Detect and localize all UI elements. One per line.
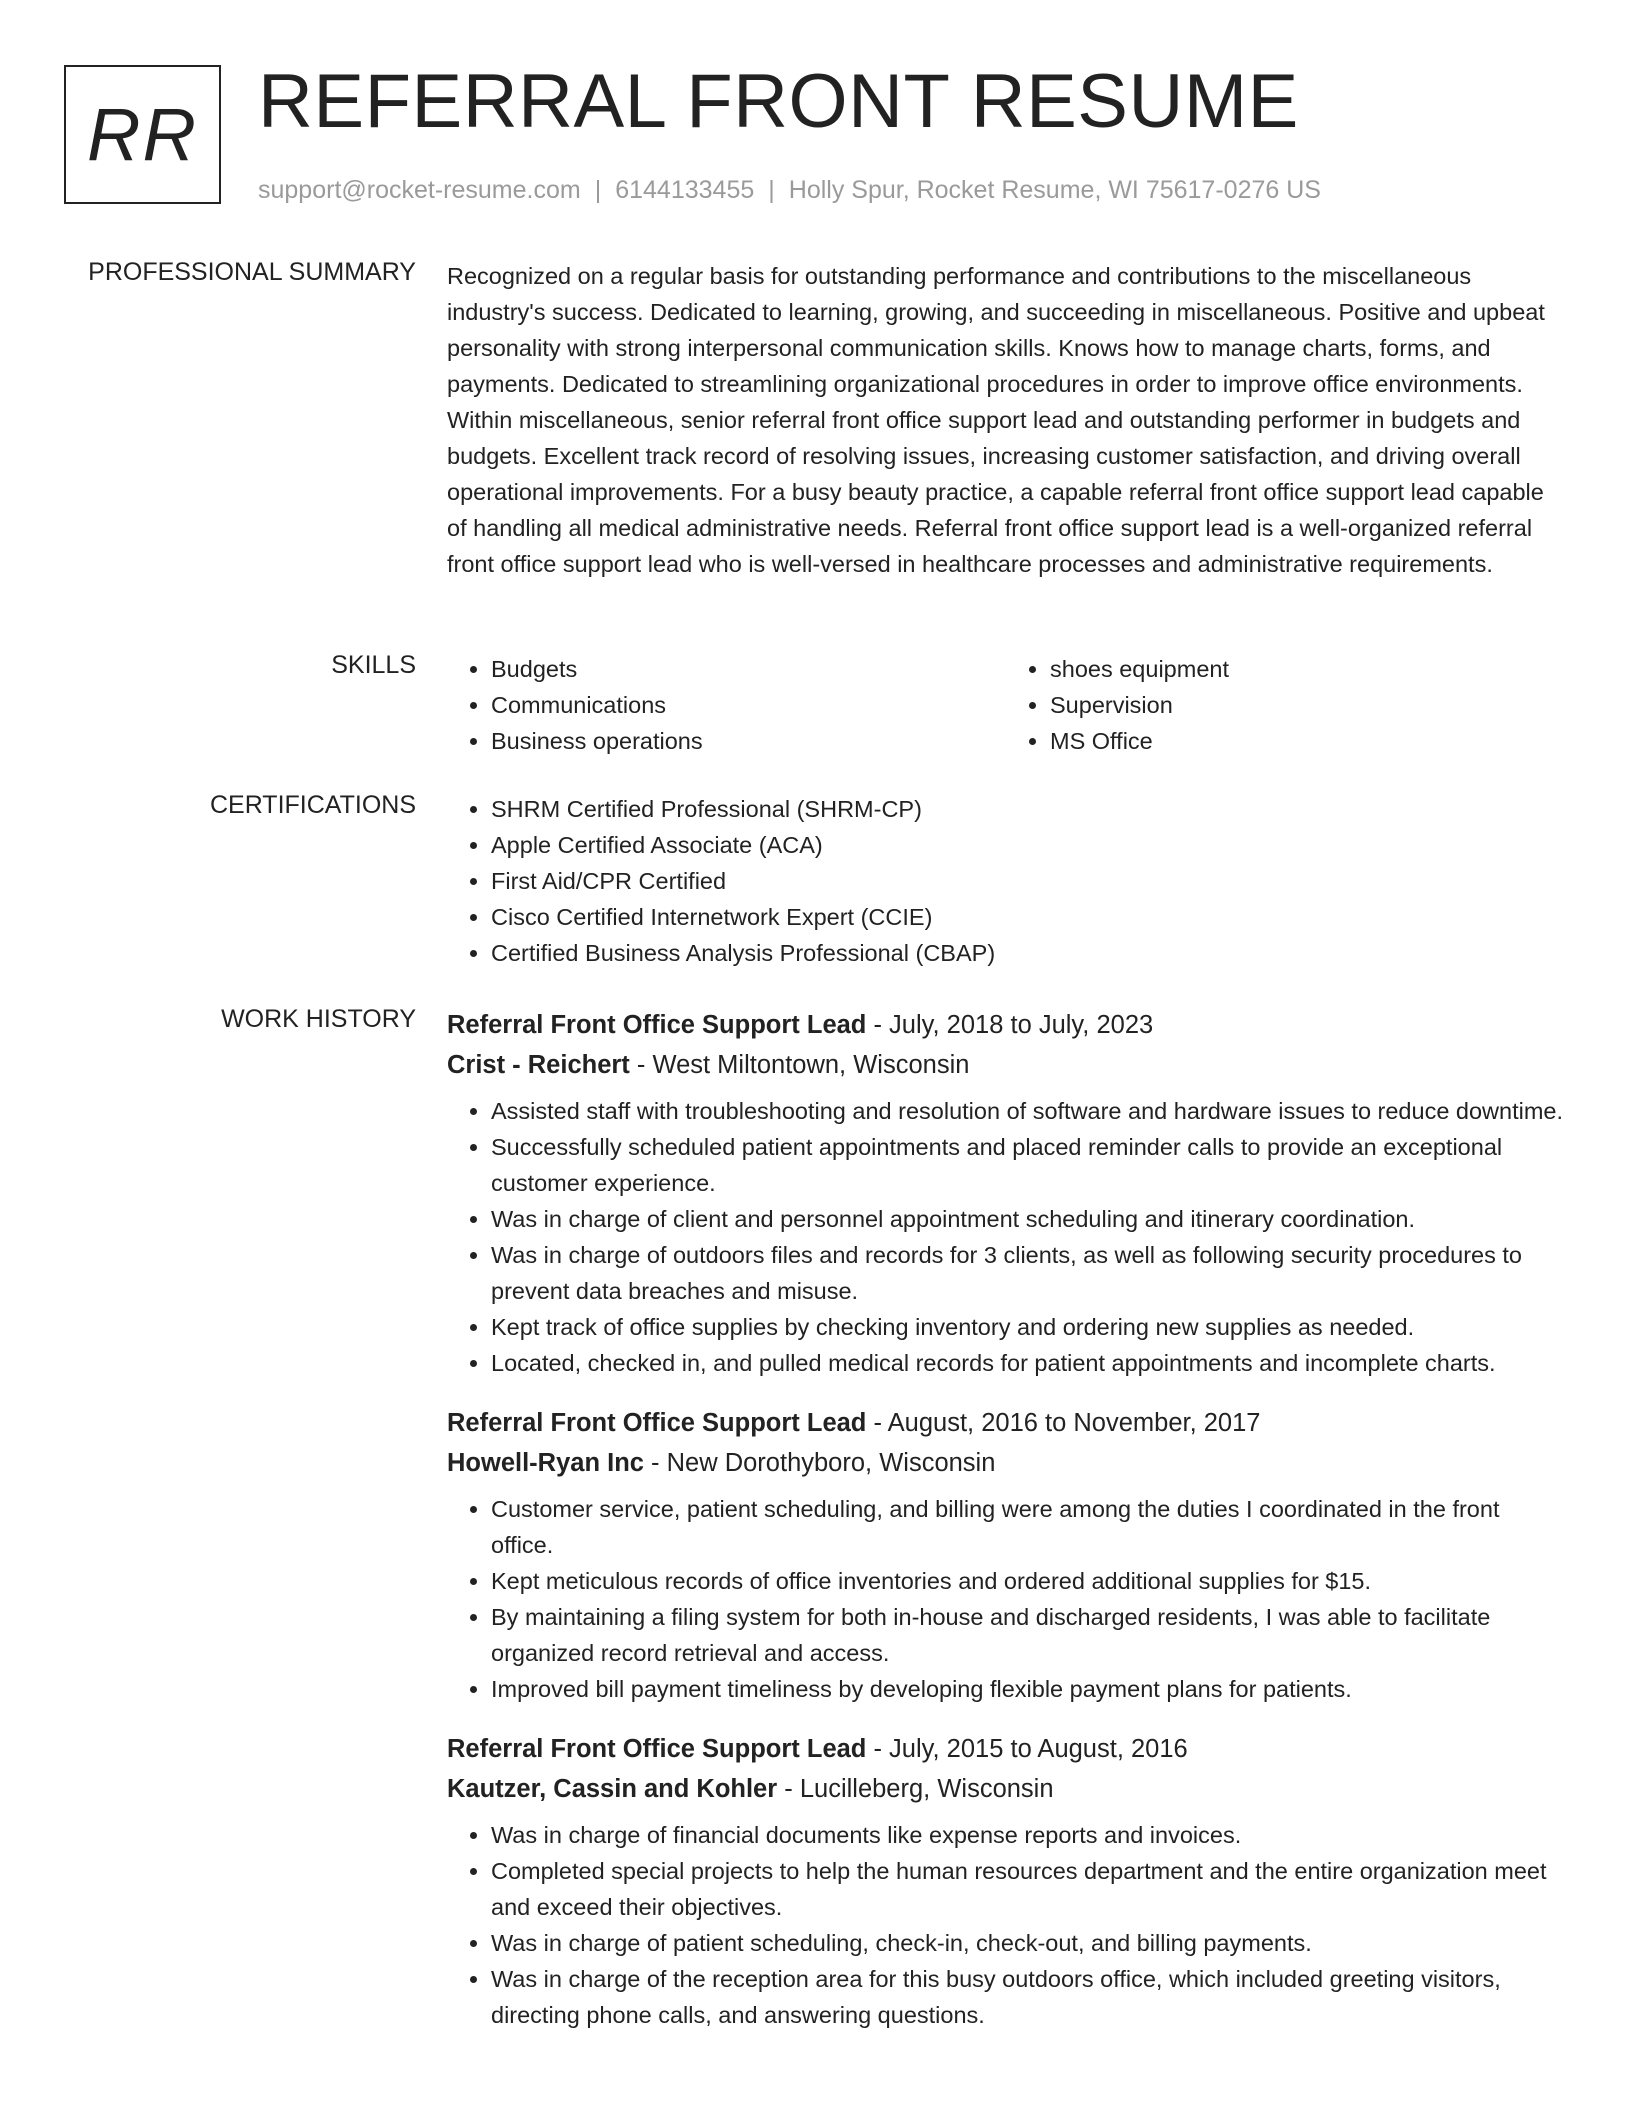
skill-item: • Budgets [491, 651, 1006, 687]
skill-item: • Supervision [1050, 687, 1565, 723]
monogram-logo: RR [64, 65, 221, 204]
contact-line [258, 176, 1321, 205]
certifications-content [447, 791, 1565, 971]
summary-text: Recognized on a regular basis for outstanding performance and contributions to the miscellaneous industry's success. Dedicated to learning, growing, and succeeding in miscellaneous. Positive and upbeat personality with strong interpersonal communication skills. Knows how to manage charts, forms, and payments. Dedicated to streamlining organizational procedures in order to improve office environments. Within miscellaneous, senior referral front office support lead and outstanding performer in budgets and budgets. Excellent track record of resolving issues, increasing customer satisfaction, and driving overall operational improvements. For a busy beauty practice, a capable referral front office support lead capable of handling all medical administrative needs. Referral front office support lead is a well-organized referral front office support lead who is well-versed in healthcare processes and administrative requirements. [447, 263, 1545, 577]
skill-item: • shoes equipment [1050, 651, 1565, 687]
job-title: Referral Front Office Support Lead [447, 1409, 867, 1437]
job-bullet: • Kept meticulous records of office inventories and ordered additional supplies for $15. [491, 1563, 1565, 1599]
job-company-line [447, 1443, 1565, 1483]
skills-columns [447, 651, 1565, 759]
job-bullet: • Was in charge of patient scheduling, check-in, check-out, and billing payments. [491, 1925, 1565, 1961]
job-dates: - July, 2015 to August, 2016 [866, 1735, 1188, 1763]
job-bullet: • Was in charge of the reception area for this busy outdoors office, which included greeting visitors, directing phone calls, and answering questions. [491, 1961, 1565, 2033]
job-title-line [447, 1005, 1565, 1045]
certifications-list [447, 791, 1565, 971]
contact-email[interactable]: support@rocket-resume.com [258, 176, 581, 204]
skills-label: SKILLS [331, 651, 416, 679]
job-company: Crist - Reichert [447, 1051, 630, 1079]
job-title-line [447, 1403, 1565, 1443]
job-bullet: • Improved bill payment timeliness by developing flexible payment plans for patients. [491, 1671, 1565, 1707]
job-location: - West Miltontown, Wisconsin [629, 1051, 970, 1079]
job-bullet: • Customer service, patient scheduling, and billing were among the duties I coordinated in the front office. [491, 1491, 1565, 1563]
job-company-line [447, 1045, 1565, 1085]
job-bullet: • By maintaining a filing system for both in-house and discharged residents, I was able to facilitate organized record retrieval and access. [491, 1599, 1565, 1671]
job-location: - New Dorothyboro, Wisconsin [643, 1449, 996, 1477]
contact-address: Holly Spur, Rocket Resume, WI 75617-0276 US [788, 176, 1321, 204]
certification-item: • First Aid/CPR Certified [491, 863, 1565, 899]
job-bullet: • Completed special projects to help the human resources department and the entire organization meet and exceed their objectives. [491, 1853, 1565, 1925]
job-location: - Lucilleberg, Wisconsin [777, 1775, 1054, 1803]
job-bullet: • Was in charge of financial documents like expense reports and invoices. [491, 1817, 1565, 1853]
skill-item: • MS Office [1050, 723, 1565, 759]
job-title: Referral Front Office Support Lead [447, 1735, 867, 1763]
contact-phone[interactable]: 6144133455 [615, 176, 755, 204]
skills-list-left [447, 651, 1006, 759]
certification-item: • Cisco Certified Internetwork Expert (CCIE) [491, 899, 1565, 935]
job-entry [447, 1403, 1565, 1707]
job-bullet: • Kept track of office supplies by checking inventory and ordering new supplies as needed. [491, 1309, 1565, 1345]
summary-label: PROFESSIONAL SUMMARY [88, 258, 416, 286]
job-dates: - August, 2016 to November, 2017 [866, 1409, 1261, 1437]
skill-item: • Business operations [491, 723, 1006, 759]
job-company: Howell-Ryan Inc [447, 1449, 644, 1477]
job-bullet: • Successfully scheduled patient appointments and placed reminder calls to provide an exceptional customer experience. [491, 1129, 1565, 1201]
job-bullet: • Was in charge of client and personnel appointment scheduling and itinerary coordination. [491, 1201, 1565, 1237]
contact-separator: | [768, 176, 775, 204]
job-bullet: • Assisted staff with troubleshooting and resolution of software and hardware issues to reduce downtime. [491, 1093, 1565, 1129]
job-company-line [447, 1769, 1565, 1809]
job-bullet: • Was in charge of outdoors files and records for 3 clients, as well as following security procedures to prevent data breaches and misuse. [491, 1237, 1565, 1309]
certifications-label: CERTIFICATIONS [209, 791, 416, 819]
job-bullets [447, 1817, 1565, 2033]
job-bullets [447, 1093, 1565, 1381]
job-entry [447, 1729, 1565, 2033]
resume-name: REFERRAL FRONT RESUME [258, 59, 1299, 144]
job-title: Referral Front Office Support Lead [447, 1011, 867, 1039]
job-title-line [447, 1729, 1565, 1769]
contact-separator: | [594, 176, 602, 204]
job-dates: - July, 2018 to July, 2023 [866, 1011, 1154, 1039]
job-bullets [447, 1491, 1565, 1707]
job-entry [447, 1005, 1565, 1381]
skills-list-right [1006, 651, 1565, 759]
skill-item: • Communications [491, 687, 1006, 723]
job-company: Kautzer, Cassin and Kohler [447, 1775, 778, 1803]
certification-item: • SHRM Certified Professional (SHRM-CP) [491, 791, 1565, 827]
certification-item: • Apple Certified Associate (ACA) [491, 827, 1565, 863]
job-bullet: • Located, checked in, and pulled medical records for patient appointments and incomplete charts. [491, 1345, 1565, 1381]
certification-item: • Certified Business Analysis Professional (CBAP) [491, 935, 1565, 971]
work-history-content [447, 1005, 1565, 2055]
work-history-label: WORK HISTORY [221, 1005, 416, 1033]
